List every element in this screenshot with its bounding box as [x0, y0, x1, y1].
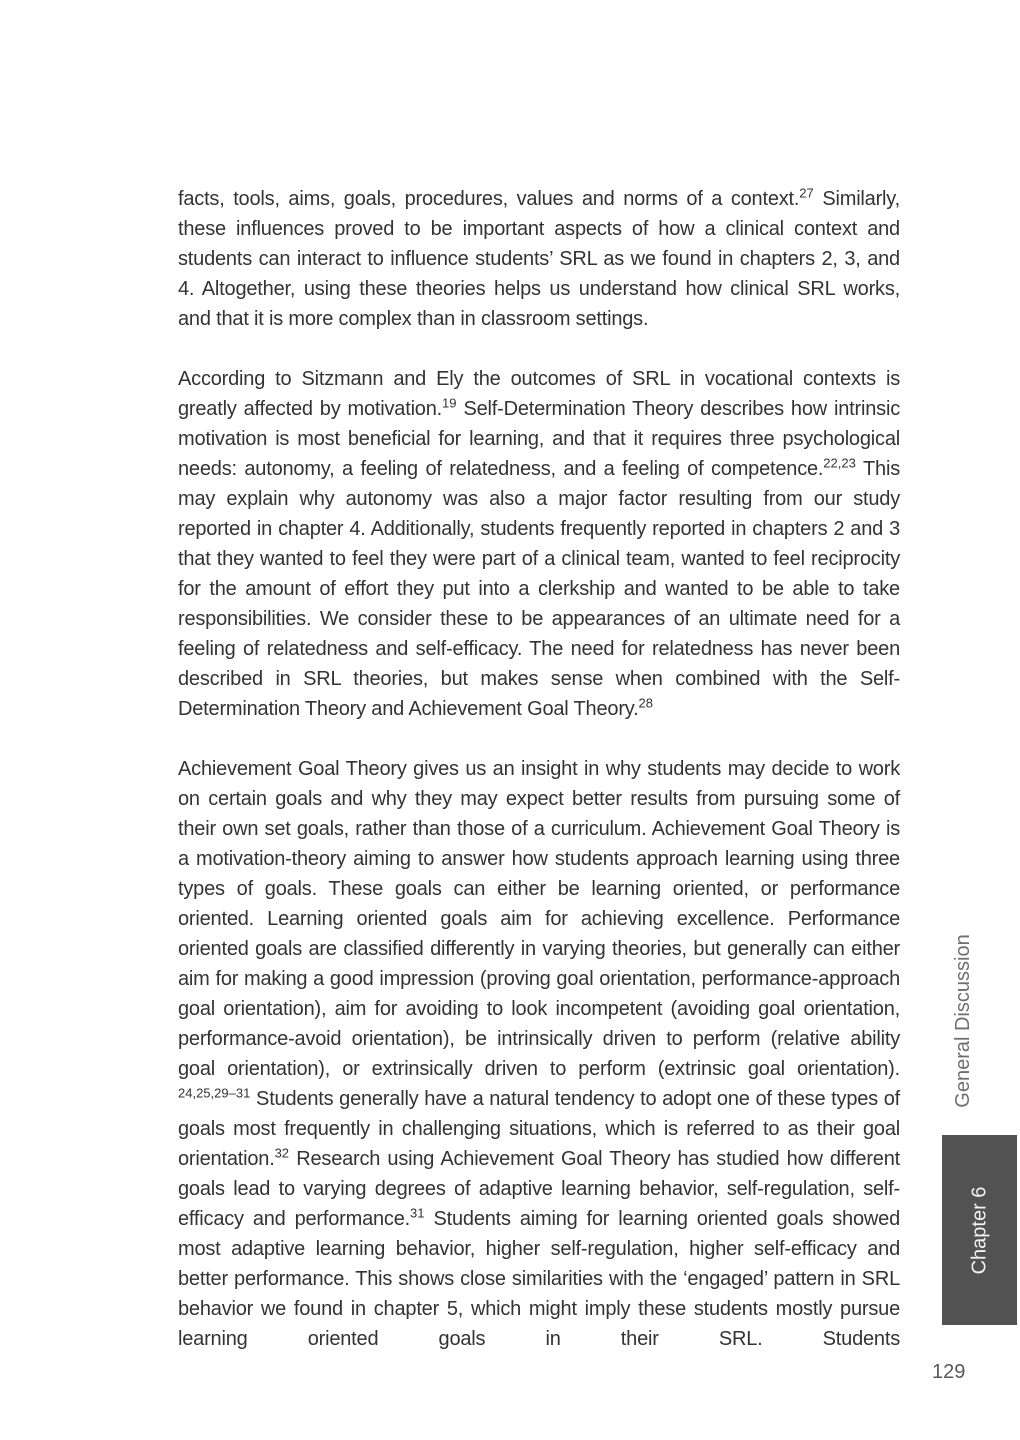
- citation-superscript: 27: [799, 185, 814, 201]
- running-title: General Discussion: [951, 934, 974, 1108]
- paragraph-2: According to Sitzmann and Ely the outcomes of SRL in vocational contexts is greatly affected by motivation.$^{19}$ Self-Determination Theory describes how intrinsic motivation is most beneficial for learning, and that it requires three psychological needs: autonomy, a feeling of relatedness, and a feeling of competence.$^{22,23}$ This may explain why autonomy was also a major factor resulting from our study reported in chapter 4. Additionally, students frequently reported in chapters 2 and 3 that they wanted to feel they were part of a clinical team, wanted to feel reciprocity for the amount of effort they put into a clerkship and wanted to be able to take responsibilities. We consider these to be appearances of an ultimate need for a feeling of relatedness and self-efficacy. The need for relatedness has never been described in SRL theories, but makes sense when combined with the Self-Determination Theory and Achievement Goal Theory.$^{28}$: [178, 368, 900, 720]
- text-block: [178, 184, 900, 1354]
- paragraph-1: facts, tools, aims, goals, procedures, values and norms of a context.$^{27}$ Similarly, these influences proved to be important aspects of how a clinical context and students can interact to influence students’ SRL as we found in chapters 2, 3, and 4. Altogether, using these theories helps us understand how clinical SRL works, and that it is more complex than in classroom settings.: [178, 185, 900, 330]
- citation-superscript: 28: [638, 695, 653, 711]
- page-number: 129: [932, 1361, 966, 1383]
- paragraph-3: Achievement Goal Theory gives us an insight in why students may decide to work on certain goals and why they may expect better results from pursuing some of their own set goals, rather than those of a curriculum. Achievement Goal Theory is a motivation-theory aiming to answer how students approach learning using three types of goals. These goals can either be learning oriented, or performance oriented. Learning oriented goals aim for achieving excellence. Performance oriented goals are classified differently in varying theories, but generally can either aim for making a good impression (proving goal orientation, performance-approach goal orientation), aim for avoiding to look incompetent (avoiding goal orientation, performance-avoid orientation), be intrinsically driven to perform (relative ability goal orientation), or extrinsically driven to perform (extrinsic goal orientation). $^{24,25,29-31}$ Students generally have a natural tendency to adopt one of these types of goals most frequently in challenging situations, which is referred to as their goal orientation.$^{32}$ Research using Achievement Goal Theory has studied how different goals lead to varying degrees of adaptive learning behavior, self-regulation, self-efficacy and performance.$^{31}$ Students aiming for learning oriented goals showed most adaptive learning behavior, higher self-regulation, higher self-efficacy and better performance. This shows close similarities with the ‘engaged’ pattern in SRL behavior we found in chapter 5, which might imply these students mostly pursue learning oriented goals in their SRL. Students: [178, 758, 900, 1350]
- citation-superscript: 32: [274, 1145, 290, 1161]
- citation-superscript: 19: [442, 395, 457, 411]
- citation-superscript: 22,23: [823, 455, 856, 471]
- chapter-tab-label: Chapter 6: [968, 1186, 990, 1274]
- citation-superscript: 31: [410, 1205, 425, 1221]
- citation-superscript: 24,25,29–31: [178, 1085, 251, 1101]
- chapter-tab: [942, 1135, 1017, 1325]
